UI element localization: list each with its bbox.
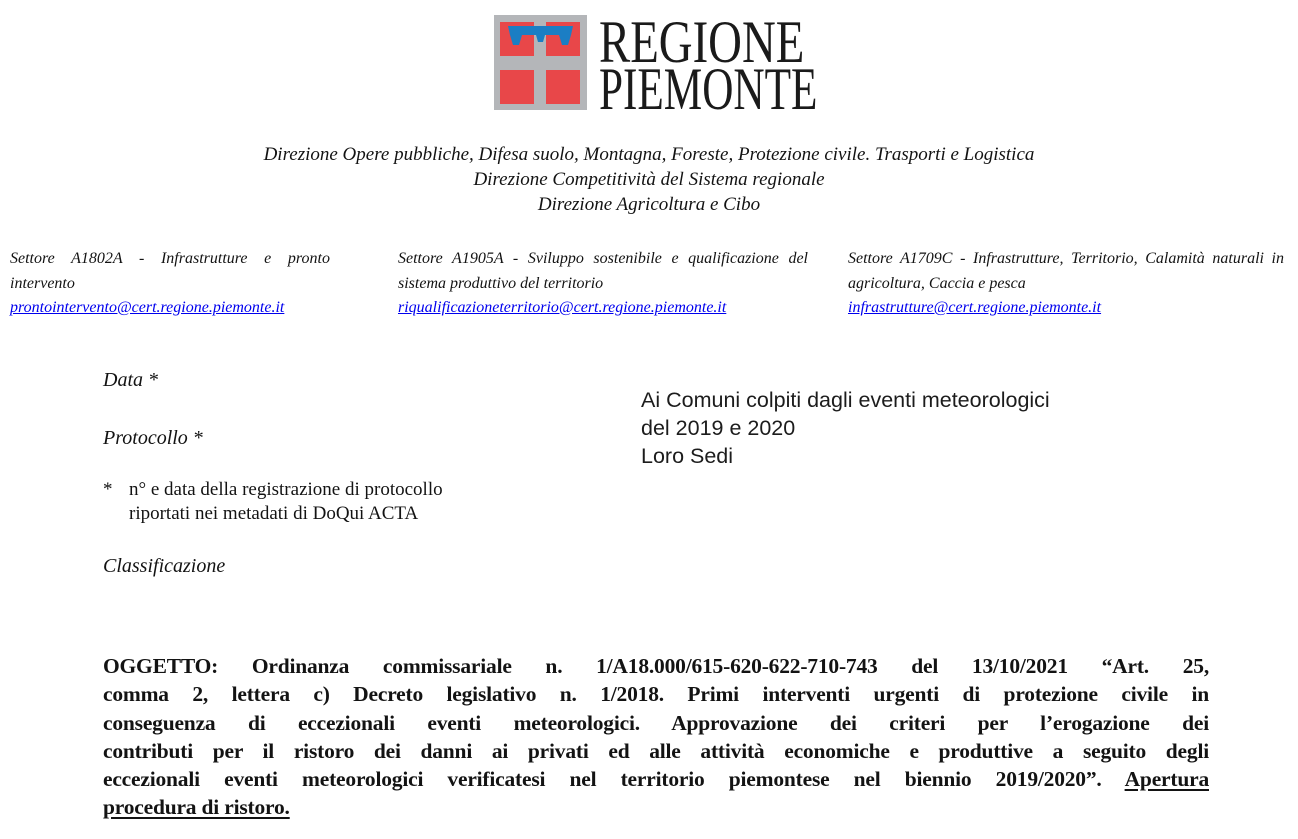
oggetto-text: comma 2, lettera c) Decreto legislativo n. 1/2018. Primi interventi urgenti di protezione civile in bbox=[103, 682, 1209, 707]
data-field-label: Data * bbox=[103, 369, 158, 391]
settore-name: Settore A1802A - Infrastrutture e pronto intervento bbox=[10, 250, 330, 292]
direzioni-block bbox=[0, 142, 1298, 217]
wordmark bbox=[599, 9, 902, 122]
recipient-line: Ai Comuni colpiti dagli eventi meteorologici bbox=[641, 388, 1050, 412]
classificazione-field-label: Classificazione bbox=[103, 555, 226, 577]
direzione-line: Direzione Agricoltura e Cibo bbox=[537, 194, 761, 215]
protocollo-field-label: Protocollo * bbox=[103, 427, 203, 449]
direzione-line: Direzione Competitività del Sistema regionale bbox=[473, 169, 825, 190]
oggetto-text: contributi per il ristoro dei danni ai privati ed alle attività economiche e produttive a seguito degli bbox=[103, 738, 1209, 763]
oggetto-text: OGGETTO: Ordinanza commissariale n. 1/A18.000/615-620-622-710-743 del 13/10/2021 “Art. 25, bbox=[103, 654, 1209, 678]
oggetto-underlined-text: procedura di ristoro. bbox=[103, 795, 290, 820]
oggetto-text: eccezionali eventi meteorologici verificatesi nel territorio piemontese nel biennio 2019/2020”. bbox=[103, 767, 1125, 792]
settore-email-link[interactable]: infrastrutture@cert.regione.piemonte.it bbox=[848, 299, 1102, 316]
settore-column-a1802a bbox=[10, 247, 330, 321]
oggetto-line bbox=[103, 793, 1209, 821]
settore-name: Settore A1709C - Infrastrutture, Territorio, Calamità naturali in agricoltura, Caccia e pesca bbox=[848, 250, 1284, 292]
footnote-line bbox=[103, 478, 443, 502]
footnote-asterisk: * bbox=[103, 479, 113, 500]
footnote-text: n° e data della registrazione di protocollo bbox=[129, 479, 443, 500]
oggetto-line bbox=[103, 680, 1209, 708]
oggetto-paragraph bbox=[103, 652, 1209, 822]
oggetto-line bbox=[103, 709, 1209, 737]
oggetto-line bbox=[103, 737, 1209, 765]
settore-name: Settore A1905A - Sviluppo sostenibile e qualificazione del sistema produttivo del territorio bbox=[398, 250, 808, 292]
footnote-line: riportati nei metadati di DoQui ACTA bbox=[129, 503, 419, 524]
oggetto-line bbox=[103, 652, 1209, 680]
wordmark-line-piemonte: PIEMONTE bbox=[599, 56, 818, 122]
recipient-line: del 2019 e 2020 bbox=[641, 416, 796, 440]
oggetto-underlined-text: Apertura bbox=[1124, 767, 1209, 792]
settore-column-a1709c bbox=[848, 247, 1284, 321]
oggetto-line bbox=[103, 765, 1209, 793]
regione-piemonte-crest-icon bbox=[494, 15, 587, 115]
settore-email-link[interactable]: riqualificazioneterritorio@cert.regione.piemonte.it bbox=[398, 299, 727, 316]
settore-email-link[interactable]: prontointervento@cert.regione.piemonte.it bbox=[10, 299, 285, 316]
protocol-footnote bbox=[103, 478, 443, 526]
piemonte-shield-icon bbox=[494, 15, 587, 110]
direzione-line: Direzione Opere pubbliche, Difesa suolo, Montagna, Foreste, Protezione civile. Trasporti e Logistica bbox=[263, 144, 1035, 165]
settore-column-a1905a bbox=[398, 247, 808, 321]
recipient-block bbox=[641, 386, 1050, 470]
wordmark-line-regione: REGIONE bbox=[599, 9, 805, 75]
oggetto-text: conseguenza di eccezionali eventi meteorologici. Approvazione dei criteri per l’erogazione dei bbox=[103, 710, 1209, 735]
recipient-line: Loro Sedi bbox=[641, 444, 734, 468]
